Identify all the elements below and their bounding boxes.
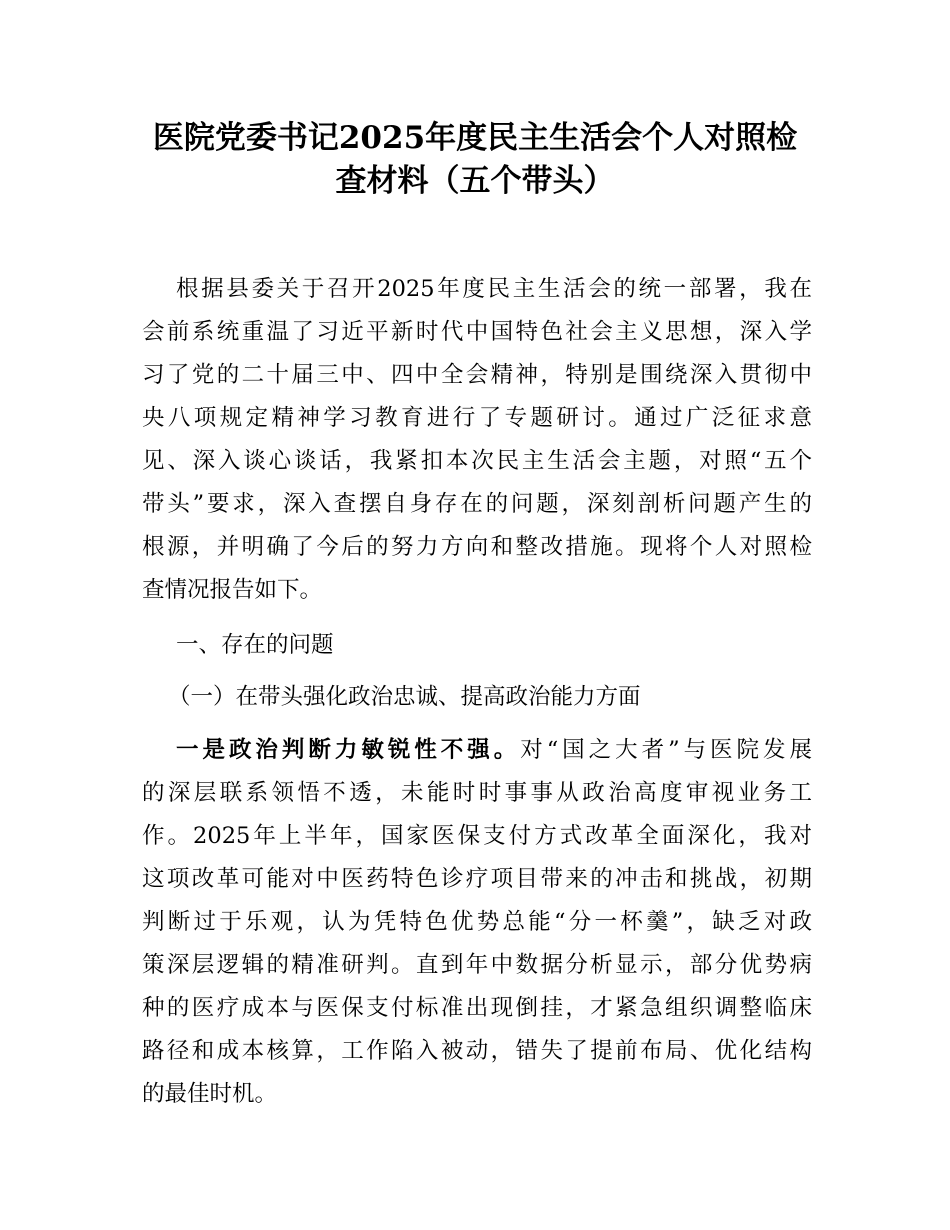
point-1-line-6: 策深层逻辑的精准研判。直到年中数据分析显示，部分优势病 <box>142 952 812 978</box>
intro-line-7: 根源，并明确了今后的努力方向和整改措施。现将个人对照检 <box>142 534 812 560</box>
section-heading-problems: 一、存在的问题 <box>176 632 334 658</box>
point-1-line-5: 判断过于乐观，认为凭特色优势总能“分一杯羹”，缺乏对政 <box>142 909 812 935</box>
intro-line-1: 根据县委关于召开2025年度民主生活会的统一部署，我在 <box>176 276 812 302</box>
intro-line-3: 习了党的二十届三中、四中全会精神，特别是围绕深入贯彻中 <box>142 362 812 388</box>
point-1-line-2: 的深层联系领悟不透，未能时时事事从政治高度审视业务工 <box>142 780 812 806</box>
point-1-line-7: 种的医疗成本与医保支付标准出现倒挂，才紧急组织调整临床 <box>142 995 812 1021</box>
point-1-lead: 一是政治判断力敏锐性不强。 <box>176 737 521 763</box>
intro-line-5: 见、深入谈心谈话，我紧扣本次民主生活会主题，对照“五个 <box>142 448 812 474</box>
document-title-line-1: 医院党委书记2025年度民主生活会个人对照检 <box>152 120 798 156</box>
point-1-first-line-rest: 对“国之大者”与医院发展 <box>520 737 812 763</box>
point-1-first-line <box>176 735 812 765</box>
subsection-heading-political-loyalty: （一）在带头强化政治忠诚、提高政治能力方面 <box>168 684 641 710</box>
document-title-line-2: 查材料（五个带头） <box>335 163 615 199</box>
point-1-line-8: 路径和成本核算，工作陷入被动，错失了提前布局、优化结构 <box>142 1038 812 1064</box>
point-1-line-3: 作。2025年上半年，国家医保支付方式改革全面深化，我对 <box>142 823 812 849</box>
intro-line-8: 查情况报告如下。 <box>142 577 323 603</box>
intro-line-4: 央八项规定精神学习教育进行了专题研讨。通过广泛征求意 <box>142 405 812 431</box>
intro-line-2: 会前系统重温了习近平新时代中国特色社会主义思想，深入学 <box>142 319 812 345</box>
point-1-line-4: 这项改革可能对中医药特色诊疗项目带来的冲击和挑战，初期 <box>142 866 812 892</box>
point-1-line-9: 的最佳时机。 <box>142 1081 278 1107</box>
intro-line-6: 带头”要求，深入查摆自身存在的问题，深刻剖析问题产生的 <box>142 491 812 517</box>
